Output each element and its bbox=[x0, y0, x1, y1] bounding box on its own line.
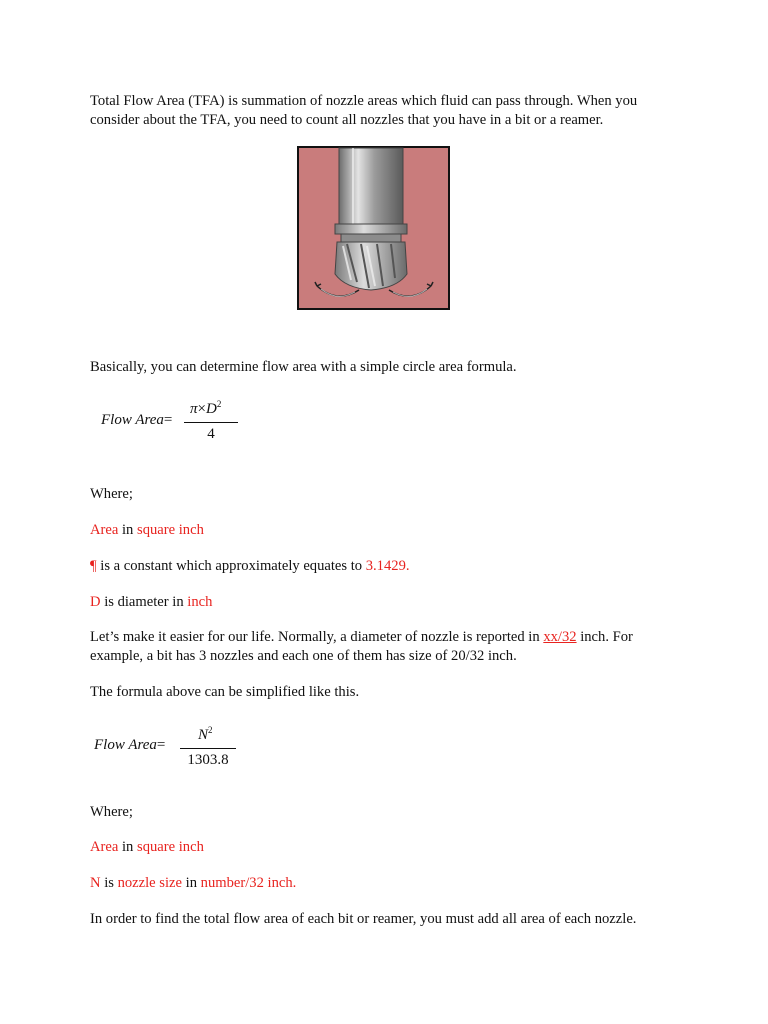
intro-paragraph bbox=[90, 92, 690, 130]
flow-area-formula-2 bbox=[94, 722, 248, 774]
flow-area-formula-1 bbox=[98, 396, 248, 448]
formula1-exponent: 2 bbox=[216, 399, 222, 409]
formula2-equals: = bbox=[156, 737, 166, 753]
formula1-fraction-bar bbox=[184, 422, 238, 423]
intro-line-2: consider about the TFA, you need to count all nozzles that you have in a bit or a reamer. bbox=[90, 112, 604, 128]
def-area-1: Area in square inch bbox=[90, 522, 204, 538]
drill-bit-nozzle-illustration bbox=[297, 146, 450, 310]
formula2-fraction-bar bbox=[180, 748, 236, 749]
easier-paragraph: Let’s make it easier for our life. Normally, a diameter of nozzle is reported in xx/32 inch. For example, a bit has 3 nozzles and each one of them has size of 20/32 inch. bbox=[90, 629, 633, 664]
formula1-lhs: Flow Area bbox=[101, 412, 164, 428]
formula2-lhs: Flow Area bbox=[94, 737, 157, 753]
formula2-exponent: 2 bbox=[208, 725, 213, 735]
formula1-denominator: 4 bbox=[207, 426, 215, 442]
def-diameter: D is diameter in inch bbox=[90, 594, 213, 610]
where-label-1: Where; bbox=[90, 486, 133, 502]
simplified-text: The formula above can be simplified like this. bbox=[90, 684, 360, 700]
def-area-2: Area in square inch bbox=[90, 839, 204, 855]
basic-intro-text: Basically, you can determine flow area with a simple circle area formula. bbox=[90, 359, 517, 375]
def-pi: ¶ is a constant which approximately equates to 3.1429. bbox=[90, 558, 410, 574]
intro-line-1: Total Flow Area (TFA) is summation of nozzle areas which fluid can pass through. When you bbox=[90, 93, 638, 109]
drill-bit-icon bbox=[297, 146, 450, 310]
closing-paragraph: In order to find the total flow area of each bit or reamer, you must add all area of each nozzle. bbox=[90, 911, 637, 927]
formula1-equals: = bbox=[163, 412, 173, 428]
xx32-link[interactable]: xx/32 bbox=[543, 629, 577, 645]
where-label-2: Where; bbox=[90, 804, 133, 820]
formula1-d: D bbox=[205, 401, 217, 417]
formula1-pi: π bbox=[190, 401, 198, 417]
formula2-n: N bbox=[198, 727, 209, 743]
def-nozzle-size: N is nozzle size in number/32 inch. bbox=[90, 875, 297, 891]
formula2-denominator: 1303.8 bbox=[187, 752, 229, 768]
formula1-times: × bbox=[197, 401, 206, 417]
